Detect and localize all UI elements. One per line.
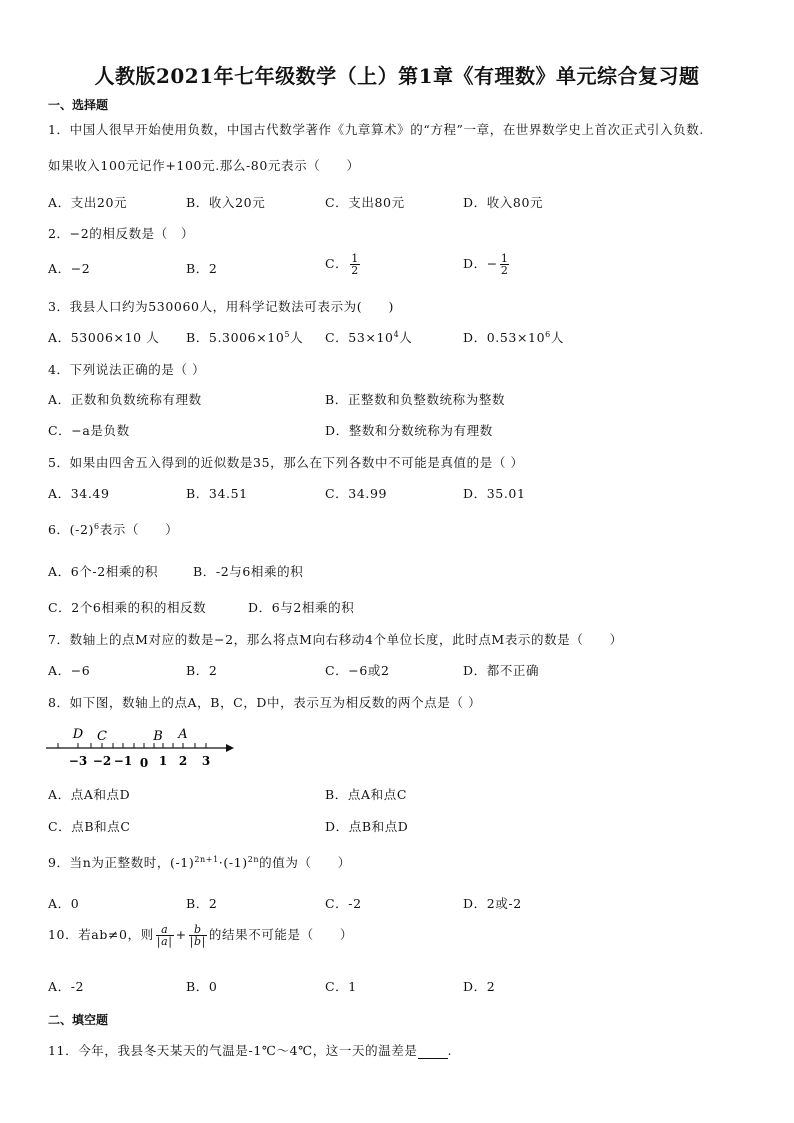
q10-option-a: A．-2	[48, 979, 85, 994]
question-9	[48, 853, 351, 871]
q6-stem-base: 6．(-2)	[48, 522, 94, 537]
q2-option-a: A．−2	[48, 261, 91, 276]
point-label-a: A	[178, 727, 188, 742]
fraction-numerator: 1	[500, 252, 509, 265]
point-label-d: D	[72, 727, 84, 742]
q11-stem: 11．今年，我县冬天某天的气温是-1℃～4℃，这一天的温差是	[48, 1043, 418, 1058]
q4-option-b: B．正整数和负整数统称为整数	[325, 392, 506, 407]
q6-option-a: A．6个-2相乘的积	[48, 564, 159, 579]
q11-end: .	[447, 1043, 453, 1058]
q7-option-d: D．都不正确	[463, 663, 540, 678]
q3-option-c-unit: 人	[399, 330, 413, 345]
number-line-point-labels	[72, 727, 188, 744]
fraction-numerator: b	[189, 924, 207, 936]
fraction-b-over-abs-b	[189, 924, 207, 947]
q3-option-c-base: C．53×10	[325, 330, 394, 345]
number-line-arrow-icon	[226, 744, 234, 752]
q3-option-d-exponent: 6	[545, 329, 551, 339]
tick-label-2: 2	[178, 754, 188, 768]
fraction-denominator: 2	[500, 264, 509, 277]
q7-option-c: C．−6或2	[325, 663, 390, 678]
q9-option-d: D．2或-2	[463, 896, 522, 911]
q2-option-c-label: C．	[325, 256, 349, 271]
question-5: 5．如果由四舍五入得到的近似数是35，那么在下列各数中不可能是真值的是（ ）	[48, 455, 524, 470]
tick-label-1: 1	[158, 754, 168, 768]
negative-sign: −	[486, 256, 498, 271]
q3-option-d-unit: 人	[550, 330, 564, 345]
tick-label-neg3: −3	[68, 754, 88, 768]
fraction-denominator: 2	[351, 264, 359, 277]
q3-option-b-exponent: 5	[284, 329, 291, 339]
plus-sign: +	[175, 927, 187, 942]
q9-stem-tail: 的值为（ ）	[259, 855, 351, 870]
page-title: 人教版2021年七年级数学（上）第1章《有理数》单元综合复习题	[94, 64, 700, 88]
number-line-tick-labels	[69, 754, 210, 770]
fraction-denominator: |b|	[189, 935, 206, 948]
q9-option-b: B．2	[186, 896, 218, 911]
question-2: 2．−2的相反数是（ ）	[48, 226, 195, 241]
q10-stem-tail: 的结果不可能是（ ）	[208, 927, 354, 942]
q9-stem-middle: ·(-1)	[218, 855, 248, 870]
q10-option-b: B．0	[186, 979, 218, 994]
q8-option-a: A．点A和点D	[48, 787, 131, 802]
fraction-a-over-abs-a	[156, 924, 174, 947]
q7-option-b: B．2	[186, 663, 218, 678]
question-6	[48, 520, 178, 538]
q2-option-b: B．2	[186, 261, 218, 276]
number-line-ticks	[58, 743, 206, 748]
q9-stem-start: 9．当n为正整数时，(-1)	[48, 855, 195, 870]
q1-option-a: A．支出20元	[48, 195, 128, 210]
q6-stem-tail: 表示（ ）	[99, 522, 179, 537]
q4-option-a: A．正数和负数统称有理数	[48, 392, 202, 407]
q3-option-c-exponent: 4	[393, 329, 400, 339]
q1-option-d: D．收入80元	[463, 195, 544, 210]
section-heading-fill: 二、填空题	[48, 1013, 109, 1027]
fraction-numerator: a	[156, 924, 174, 936]
q3-option-a: A．53006×10 人	[48, 330, 160, 345]
question-4: 4．下列说法正确的是（ ）	[48, 362, 206, 377]
q9-exponent-1: 2n+1	[194, 854, 219, 864]
q3-option-d-base: D．0.53×10	[463, 330, 546, 345]
question-3: 3．我县人口约为530060人，用科学记数法可表示为( )	[48, 299, 394, 314]
q8-option-b: B．点A和点C	[325, 787, 407, 802]
q8-option-c: C．点B和点C	[48, 819, 131, 834]
q8-option-d: D．点B和点D	[325, 819, 409, 834]
q10-stem-start: 10．若ab≠0，则	[48, 927, 154, 942]
point-label-c: C	[97, 729, 107, 744]
q9-option-c: C．-2	[325, 896, 362, 911]
q3-option-b-base: B．5.3006×10	[186, 330, 285, 345]
fraction-denominator: |a|	[156, 935, 173, 948]
q2-option-c	[325, 253, 362, 276]
q1-option-c: C．支出80元	[325, 195, 405, 210]
answer-blank[interactable]	[418, 1046, 448, 1059]
q3-option-b-unit: 人	[290, 330, 304, 345]
q2-option-d	[463, 253, 511, 276]
q10-option-c: C．1	[325, 979, 357, 994]
question-7: 7．数轴上的点M对应的数是−2，那么将点M向右移动4个单位长度，此时点M表示的数是（ ）	[48, 632, 623, 647]
tick-label-0: 0	[139, 756, 149, 770]
q5-option-c: C．34.99	[325, 486, 388, 501]
point-label-b: B	[153, 729, 163, 744]
section-heading-choice: 一、选择题	[48, 98, 109, 112]
q4-option-c: C．−a是负数	[48, 423, 130, 438]
question-1-line-1: 1．中国人很早开始使用负数，中国古代数学著作《九章算术》的“方程”一章，在世界数学史上首次正式引入负数.	[48, 122, 704, 137]
q10-option-d: D．2	[463, 979, 496, 994]
question-8: 8．如下图，数轴上的点A，B，C，D中，表示互为相反数的两个点是（ ）	[48, 695, 482, 710]
q3-option-c	[325, 328, 412, 346]
number-line-figure	[44, 722, 244, 772]
q6-stem-exponent: 6	[93, 521, 100, 531]
tick-label-3: 3	[201, 754, 211, 768]
tick-label-neg2: −2	[92, 754, 112, 768]
q5-option-d: D．35.01	[463, 486, 526, 501]
q6-option-d: D．6与2相乘的积	[248, 600, 355, 615]
fraction-one-half	[500, 253, 510, 276]
question-1-line-2: 如果收入100元记作+100元.那么-80元表示（ ）	[48, 158, 360, 173]
q3-option-b	[186, 328, 303, 346]
q5-option-a: A．34.49	[48, 486, 110, 501]
q6-option-c: C．2个6相乘的积的相反数	[48, 600, 207, 615]
q9-option-a: A．0	[48, 896, 80, 911]
q2-option-d-label: D．	[463, 256, 487, 271]
fraction-one-half	[350, 253, 360, 276]
q7-option-a: A．−6	[48, 663, 91, 678]
fraction-numerator: 1	[351, 252, 359, 265]
question-11	[48, 1041, 452, 1059]
q1-option-b: B．收入20元	[186, 195, 266, 210]
q5-option-b: B．34.51	[186, 486, 248, 501]
q4-option-d: D．整数和分数统称为有理数	[325, 423, 493, 438]
q9-exponent-2: 2n	[247, 854, 260, 864]
tick-label-neg1: −1	[113, 754, 133, 768]
question-10	[48, 924, 353, 947]
q3-option-d	[463, 328, 564, 346]
q6-option-b: B．-2与6相乘的积	[193, 564, 304, 579]
